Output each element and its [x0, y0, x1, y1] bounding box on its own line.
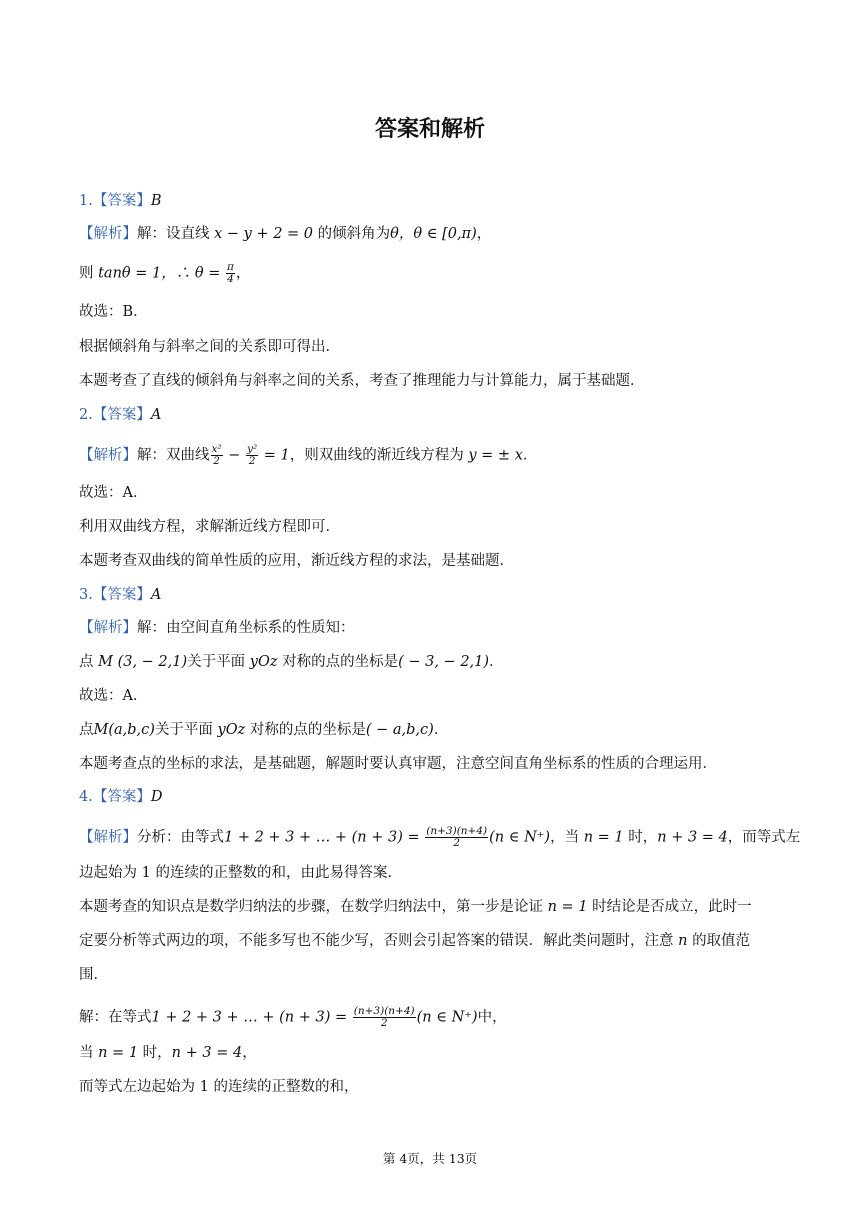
- q1-comment: 本题考查了直线的倾斜角与斜率之间的关系，考查了推理能力与计算能力，属于基础题．: [79, 373, 645, 389]
- q4-analysis-line-6: [79, 1006, 507, 1029]
- q3-text: 对称的点的坐标是: [282, 654, 399, 670]
- q4-analysis-line-1: [79, 826, 800, 849]
- q1-fraction-den: 4: [227, 273, 234, 285]
- page-footer: 第 4页，共 13页: [382, 1151, 478, 1166]
- q1-answer-line: [79, 190, 162, 212]
- q1-text: 的倾斜角为: [317, 226, 391, 242]
- q3-analysis-line-1: [79, 617, 355, 639]
- q3-math: M(a,b,c): [93, 722, 155, 738]
- q3-text: ．: [489, 654, 504, 670]
- q2-math: = 1: [263, 447, 290, 464]
- q3-text: 点: [79, 654, 94, 670]
- q2-number: 2.: [79, 407, 93, 423]
- q3-text: 解：由空间直角坐标系的性质知：: [137, 620, 355, 636]
- q2-analysis-line-1: [79, 444, 537, 467]
- q2-analysis-tag: 【解析】: [79, 447, 137, 464]
- q4-fraction-2-den: 2: [380, 1017, 388, 1029]
- q1-math: x − y + 2 = 0: [214, 226, 314, 242]
- q2-math: y = ± x: [468, 447, 523, 464]
- q1-analysis-line-2: [79, 262, 250, 285]
- q1-fraction: [226, 262, 235, 285]
- q4-text: 时，: [142, 1045, 172, 1061]
- q4-text: 时结论是否成立，此时一: [592, 899, 752, 915]
- q4-math: 1 + 2 + 3 + … + (n + 3) =: [151, 1009, 348, 1026]
- q4-text: 分析：由等式: [137, 829, 224, 846]
- q2-text: ．: [522, 447, 538, 464]
- q2-frac2-num: y²: [247, 443, 258, 455]
- page-title: 答案和解析: [374, 117, 485, 142]
- q4-analysis-line-8: 而等式左边起始为 1 的连续的正整数的和，: [79, 1079, 359, 1095]
- q4-analysis-tag: 【解析】: [79, 829, 137, 846]
- q4-math: (n ∈ N⁺): [489, 829, 551, 846]
- q2-frac1-den: 2: [213, 455, 220, 467]
- q4-analysis-line-2: 边起始为 1 的连续的正整数的和，由此易得答案．: [79, 865, 402, 881]
- q3-analysis-line-2: [79, 651, 504, 673]
- q1-text: ，: [235, 265, 251, 282]
- q1-text: ，: [476, 226, 492, 242]
- q4-math: n = 1: [547, 899, 588, 915]
- q3-analysis-tag: 【解析】: [79, 620, 137, 636]
- q4-number: 4.: [79, 789, 93, 805]
- q4-answer-tag: 【答案】: [92, 789, 151, 805]
- q3-comment: 本题考查点的坐标的求法，是基础题，解题时要认真审题，注意空间直角坐标系的性质的合理运用．: [79, 756, 717, 772]
- q3-answer-tag: 【答案】: [92, 587, 151, 603]
- q4-analysis-line-3: [79, 896, 752, 918]
- q2-answer-line: [79, 404, 161, 426]
- q1-fraction-num: π: [226, 261, 234, 273]
- q1-answer-tag: 【答案】: [92, 193, 151, 209]
- q4-analysis-line-7: [79, 1042, 257, 1064]
- q4-fraction-den: 2: [453, 837, 461, 849]
- q4-text: 中，: [477, 1009, 507, 1026]
- q2-text: 解：双曲线: [137, 447, 210, 464]
- q1-analysis-tag: 【解析】: [79, 226, 137, 242]
- q2-frac1-num: x²: [211, 443, 222, 455]
- q4-text: ，: [242, 1045, 257, 1061]
- q1-hint: 根据倾斜角与斜率之间的关系即可得出．: [79, 339, 340, 355]
- q4-math: n + 3 = 4: [657, 829, 728, 846]
- q2-fraction-1: [211, 444, 223, 467]
- q1-text: 则: [79, 265, 94, 282]
- q2-frac2-den: 2: [248, 455, 256, 467]
- q2-answer-tag: 【答案】: [92, 407, 151, 423]
- q2-choice: 故选：A．: [79, 485, 148, 501]
- q3-math: yOz: [249, 654, 278, 670]
- q4-math: n: [678, 933, 688, 949]
- q3-text: 关于平面: [187, 654, 246, 670]
- q1-choice: 故选：B．: [79, 304, 148, 320]
- q4-answer-line: [79, 786, 162, 808]
- q4-fraction-2: [353, 1006, 416, 1029]
- q3-text: 点: [79, 722, 94, 738]
- q4-text: 时，: [628, 829, 658, 846]
- q4-fraction-2-num: (n+3)(n+4): [353, 1005, 415, 1017]
- q4-fraction: [425, 826, 488, 849]
- q4-math: n = 1: [583, 829, 624, 846]
- q3-math: ( − 3, − 2,1): [398, 654, 490, 670]
- q1-math: ，∴ θ =: [161, 265, 221, 282]
- q1-text: 解：设直线: [137, 226, 210, 242]
- q1-analysis-line-1: [79, 223, 491, 245]
- q4-text: 定要分析等式两边的项，不能多写也不能少写，否则会引起答案的错误．解此类问题时，注意: [79, 933, 674, 949]
- q4-analysis-line-4: [79, 930, 750, 952]
- q3-math: M (3, − 2,1): [98, 654, 188, 670]
- q1-math: tanθ = 1: [98, 265, 162, 282]
- q2-answer: A: [150, 407, 162, 423]
- q4-text: ，而等式左: [727, 829, 801, 846]
- q4-fraction-num: (n+3)(n+4): [426, 825, 488, 837]
- q2-minus: −: [228, 447, 241, 464]
- q4-analysis-line-5: 围．: [79, 967, 108, 983]
- q2-fraction-2: [246, 444, 258, 467]
- q2-hint: 利用双曲线方程，求解渐近线方程即可．: [79, 519, 340, 535]
- q3-choice: 故选：A．: [79, 688, 148, 704]
- q3-answer-line: [79, 584, 161, 606]
- q4-math: n = 1: [98, 1045, 139, 1061]
- q1-math: θ，θ ∈ [0,π): [390, 226, 477, 242]
- q3-number: 3.: [79, 587, 93, 603]
- q2-comment: 本题考查双曲线的简单性质的应用，渐近线方程的求法，是基础题．: [79, 553, 514, 569]
- q4-math: (n ∈ N⁺): [416, 1009, 478, 1026]
- q4-answer: D: [150, 789, 163, 805]
- q4-text: 当: [79, 1045, 94, 1061]
- q4-math: n + 3 = 4: [171, 1045, 243, 1061]
- q4-math: 1 + 2 + 3 + … + (n + 3) =: [224, 829, 420, 846]
- q1-answer: B: [150, 193, 162, 209]
- q4-text: 的取值范: [692, 933, 751, 949]
- q4-text: 解：在等式: [79, 1009, 152, 1026]
- q1-number: 1.: [79, 193, 93, 209]
- q4-text: ，当: [550, 829, 580, 846]
- q3-text: 对称的点的坐标是: [249, 722, 366, 738]
- q3-text: ．: [433, 722, 449, 738]
- q3-text: 关于平面: [154, 722, 213, 738]
- q2-text: ，则双曲线的渐近线方程为: [289, 447, 464, 464]
- q3-math: ( − a,b,c): [365, 722, 434, 738]
- q3-answer: A: [150, 587, 162, 603]
- q4-text: 本题考查的知识点是数学归纳法的步骤，在数学归纳法中，第一步是论证: [79, 899, 543, 915]
- q3-analysis-line-4: [79, 719, 448, 741]
- q3-math: yOz: [217, 722, 246, 738]
